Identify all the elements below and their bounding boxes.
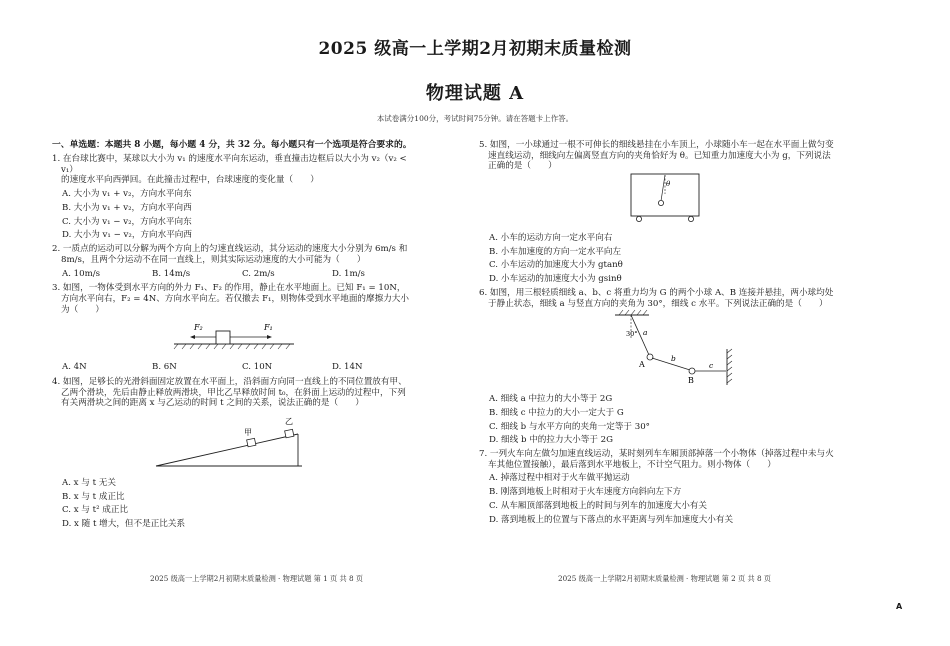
q2-option-b: B. 14m/s xyxy=(152,268,191,279)
q4-option-d: D. x 随 t 增大，但不是正比关系 xyxy=(62,519,186,530)
q6-option-a: A. 细线 a 中拉力的大小等于 2G xyxy=(489,394,613,405)
q4-option-a: A. x 与 t 无关 xyxy=(62,477,116,488)
q1-option-b: B. 大小为 v₁ + v₂，方向水平向西 xyxy=(62,202,192,213)
q4-stem-line3: 有关两滑块之间的距离 x 与乙运动的时间 t 之间的关系，说法正确的是（ ） xyxy=(61,398,364,409)
q3-stem-line3: 为（ ） xyxy=(61,304,104,315)
q6-ceiling-hatch xyxy=(619,310,647,315)
q5-ball xyxy=(658,201,663,206)
q6-stem-line2: 于静止状态，细线 a 与竖直方向的夹角为 30°，细线 c 水平。下列说法正确的是（ ） xyxy=(488,298,828,309)
q6-option-c: C. 细线 b 与水平方向的夹角一定等于 30° xyxy=(489,421,650,432)
q7-option-b: B. 刚落到地板上时相对于火车速度方向斜向左下方 xyxy=(489,487,682,498)
q4-option-c: C. x 与 t² 成正比 xyxy=(62,505,129,516)
q1-stem-line2: 的速度水平向西弹回。在此撞击过程中，台球速度的变化量（ ） xyxy=(61,175,319,186)
q6-label-a: a xyxy=(643,328,648,338)
q7-stem-line2: 车其他位置接触），最后落到水平地板上，不计空气阻力。则小物体（ ） xyxy=(488,459,776,470)
footer-page-2: 2025 级高一上学期2月初期末质量检测 · 物理试题 第 2 页 共 8 页 xyxy=(558,574,771,583)
q7-option-d: D. 落到地板上的位置与下落点的水平距离与列车加速度大小有关 xyxy=(489,514,734,525)
q4-incline-surface xyxy=(156,434,298,466)
q5-theta-label: θ xyxy=(666,180,671,189)
version-mark: A xyxy=(896,602,903,611)
q5-wheel-left xyxy=(636,217,641,222)
q5-option-d: D. 小车运动的加速度大小为 gsinθ xyxy=(489,274,622,285)
question-1 xyxy=(52,154,422,241)
q3-block xyxy=(216,331,230,344)
q3-f1-label: F₁ xyxy=(264,322,273,332)
q1-option-c: C. 大小为 v₁ − v₂，方向水平向东 xyxy=(62,216,192,227)
q7-option-a: A. 掉落过程中相对于火车做平抛运动 xyxy=(489,473,630,484)
q2-option-c: C. 2m/s xyxy=(242,268,275,279)
q5-cart-diagram xyxy=(479,172,857,226)
q5-option-c: C. 小车运动的加速度大小为 gtanθ xyxy=(489,260,623,271)
q2-option-d: D. 1m/s xyxy=(332,268,365,279)
q3-options xyxy=(52,362,422,373)
q1-option-d: D. 大小为 v₁ − v₂，方向水平向西 xyxy=(62,230,192,241)
q7-stem-line1: 7. 一列火车向左做匀加速直线运动，某时刻列车车厢顶部掉落一个小物体（掉落过程中未与火 xyxy=(479,449,834,460)
footer-page-1: 2025 级高一上学期2月初期末质量检测 · 物理试题 第 1 页 共 8 页 xyxy=(150,574,363,583)
q3-option-d: D. 14N xyxy=(332,362,363,373)
q6-point-b: B xyxy=(688,376,694,386)
q6-option-b: B. 细线 c 中拉力的大小一定大于 G xyxy=(489,407,624,418)
q5-option-b: B. 小车加速度的方向一定水平向左 xyxy=(489,246,622,257)
q6-strings-diagram xyxy=(479,309,857,387)
q5-wheel-right xyxy=(688,217,693,222)
right-column xyxy=(479,140,857,528)
q3-option-c: C. 10N xyxy=(242,362,273,373)
q5-stem-line2: 速直线运动，细线向左偏离竖直方向的夹角恰好为 θ。已知重力加速度大小为 g，下列说法 xyxy=(488,150,831,161)
q4-block-jia xyxy=(247,439,256,448)
q5-stem-line3: 正确的是（ ） xyxy=(488,161,557,172)
q2-stem-line1: 2. 一质点的运动可以分解为两个方向上的匀速直线运动，其分运动的速度大小分别为 6m/s 和 xyxy=(52,244,408,255)
q3-f2-arrowhead xyxy=(190,335,195,339)
section-heading: 一、单选题：本题共 8 小题，每小题 4 分，共 32 分。每小题只有一个选项是符合要求的。 xyxy=(52,140,412,150)
question-2 xyxy=(52,244,422,279)
q2-options xyxy=(52,269,422,280)
q3-stem-line1: 3. 如图，一物体受到水平方向的外力 F₁、F₂ 的作用，静止在水平地面上。已知 F₁ = 10N， xyxy=(52,283,406,294)
q6-label-c: c xyxy=(709,361,714,371)
q3-f1-arrowhead xyxy=(267,335,272,339)
q6-option-d: D. 细线 b 中的拉力大小等于 2G xyxy=(489,435,614,446)
q1-stem-line1: 1. 在台球比赛中，某球以大小为 v₁ 的速度水平向东运动，垂直撞击边框后以大小为 v₂（v₂ < v₁） xyxy=(52,153,407,175)
q6-ball-a xyxy=(647,354,653,360)
question-6 xyxy=(479,288,857,446)
q1-option-a: A. 大小为 v₁ + v₂，方向水平向东 xyxy=(62,189,192,200)
q4-incline-diagram xyxy=(52,409,422,471)
left-column xyxy=(52,140,422,533)
question-3 xyxy=(52,283,422,373)
q2-stem-line2: 8m/s，且两个分运动不在同一直线上，则其实际运动速度的大小可能为（ ） xyxy=(61,254,366,265)
q4-stem-line1: 4. 如图，足够长的光滑斜面固定放置在水平面上，沿斜面方向同一直线上的不同位置放有甲、 xyxy=(52,377,407,387)
question-5 xyxy=(479,140,857,285)
q3-force-diagram xyxy=(52,316,422,356)
q4-label-jia: 甲 xyxy=(244,428,252,438)
q4-option-b: B. x 与 t 成正比 xyxy=(62,491,125,502)
q4-block-yi xyxy=(285,430,294,439)
q3-f2-label: F₂ xyxy=(194,322,203,332)
q4-stem-line2: 乙两个滑块，先后由静止释放两滑块，甲比乙早释放时间 t₀，在斜面上运动的过程中，下列 xyxy=(61,387,406,398)
exam-subtitle: 物理试题 A xyxy=(425,83,525,104)
q6-angle-label: 30° xyxy=(626,330,638,339)
question-7 xyxy=(479,449,857,525)
q7-option-c: C. 从车厢顶部落到地板上的时间与列车的加速度大小有关 xyxy=(489,500,707,511)
exam-title: 2025 级高一上学期2月初期末质量检测 xyxy=(318,39,632,59)
q3-ground-hatch xyxy=(174,344,290,349)
q6-wall-hatch xyxy=(727,349,732,383)
exam-note: 本试卷满分100分，考试时间75分钟。请在答题卡上作答。 xyxy=(376,114,574,123)
q3-option-b: B. 6N xyxy=(152,362,177,373)
q5-option-a: A. 小车的运动方向一定水平向右 xyxy=(489,232,613,243)
q5-stem-line1: 5. 如图，一小球通过一根不可伸长的细线悬挂在小车顶上，小球随小车一起在水平面上做匀变 xyxy=(479,140,834,150)
q6-label-b: b xyxy=(671,354,676,364)
q6-point-a: A xyxy=(639,360,645,370)
question-4 xyxy=(52,377,422,530)
q3-option-a: A. 4N xyxy=(62,362,87,373)
q6-ball-b xyxy=(689,368,695,374)
q4-label-yi: 乙 xyxy=(285,417,293,427)
q3-stem-line2: 方向水平向右，F₂ = 4N、方向水平向左。若仅撤去 F₁，则物体受到水平地面的摩擦力大小 xyxy=(61,294,409,305)
q2-option-a: A. 10m/s xyxy=(62,268,101,279)
q6-stem-line1: 6. 如图，用三根轻质细线 a、b、c 将重力均为 G 的两个小球 A、B 连接并悬挂，两小球均处 xyxy=(479,287,834,298)
